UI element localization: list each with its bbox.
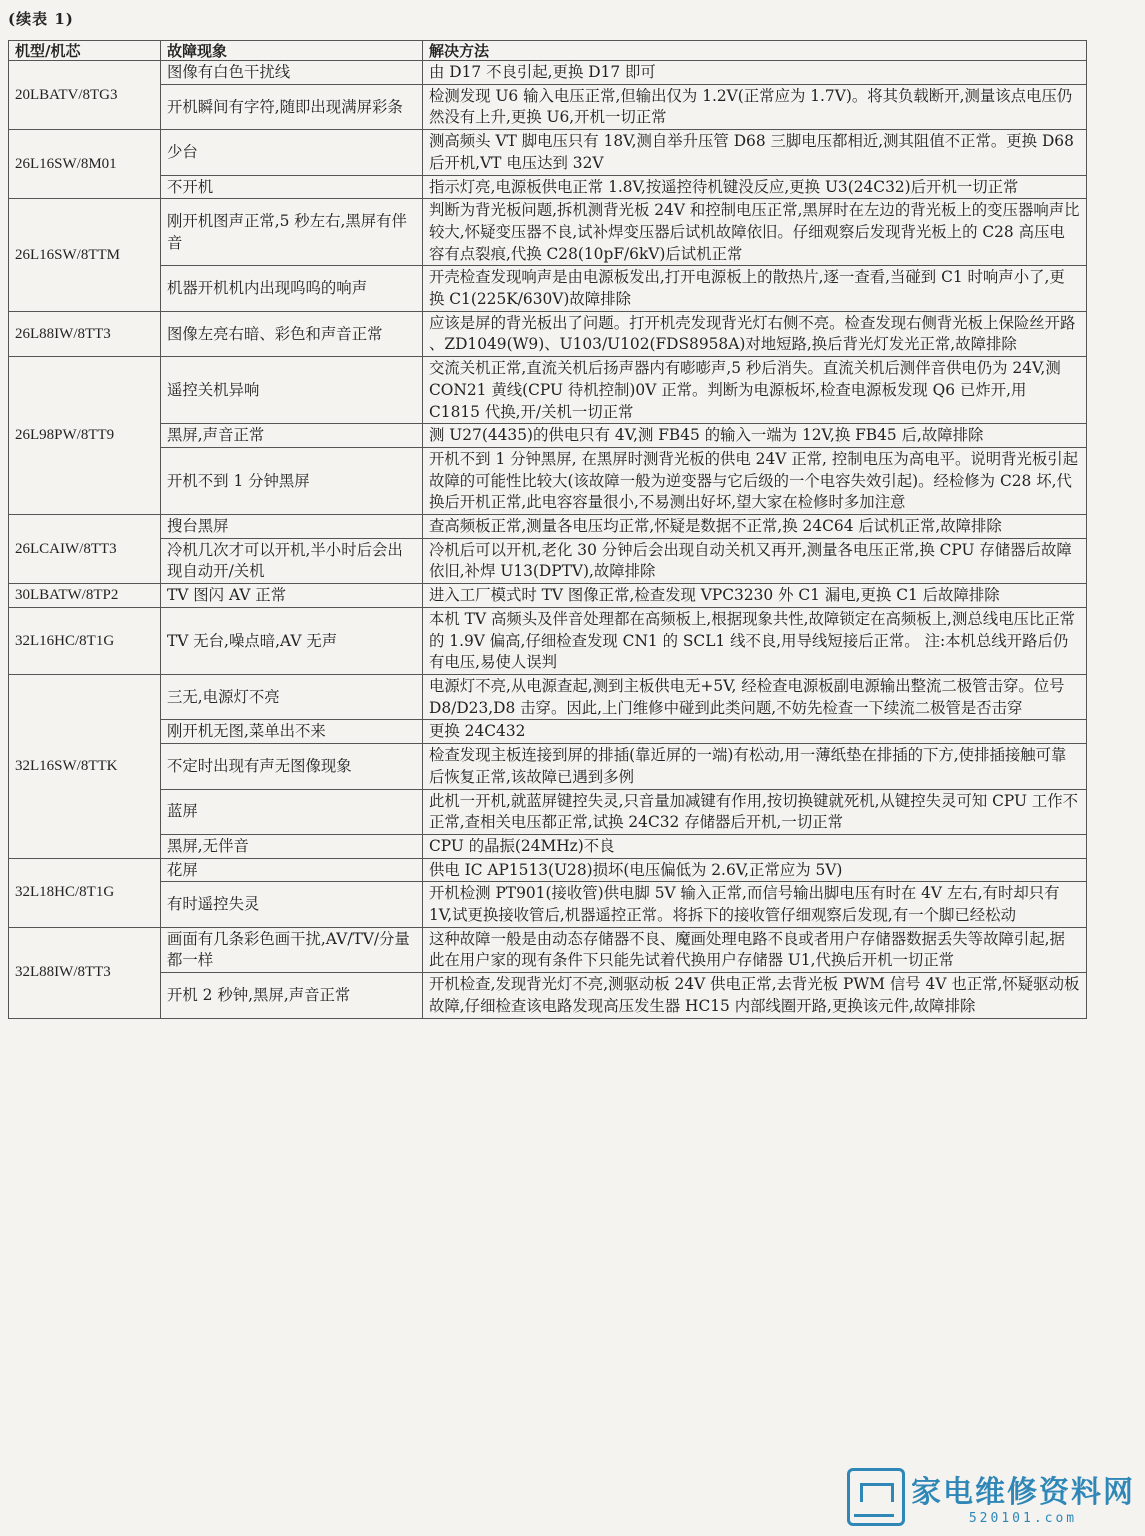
table-row [9,538,1087,583]
solution-cell: 测 U27(4435)的供电只有 4V,测 FB45 的输入一端为 12V,换 FB45 后,故障排除 [423,424,1087,448]
symptom-cell: TV 图闪 AV 正常 [161,584,423,608]
model-cell: 30LBATW/8TP2 [9,584,161,608]
table-row [9,834,1087,858]
symptom-cell: 不定时出现有声无图像现象 [161,744,423,789]
symptom-cell: 搜台黑屏 [161,515,423,539]
symptom-cell: 刚开机图声正常,5 秒左右,黑屏有伴音 [161,199,423,266]
table-row [9,973,1087,1018]
table-body [9,61,1087,1019]
model-cell: 26L98PW/8TT9 [9,357,161,515]
table-row [9,858,1087,882]
solution-cell: 测高频头 VT 脚电压只有 18V,测自举升压管 D68 三脚电压都相近,测其阻值不正常。更换 D68 后开机,VT 电压达到 32V [423,130,1087,175]
symptom-cell: 开机 2 秒钟,黑屏,声音正常 [161,973,423,1018]
solution-cell: 开机检查,发现背光灯不亮,测驱动板 24V 供电正常,去背光板 PWM 信号 4V 也正常,怀疑驱动板故障,仔细检查该电路发现高压发生器 HC15 内部线圈开路,更换该元件,故障排除 [423,973,1087,1018]
table-row [9,447,1087,514]
symptom-cell: 图像左亮右暗、彩色和声音正常 [161,311,423,356]
watermark-name: 家电维修资料网 [911,1475,1135,1510]
solution-cell: 本机 TV 高频头及伴音处理都在高频板上,根据现象共性,故障锁定在高频板上,测总线电压比正常的 1.9V 偏高,仔细检查发现 CN1 的 SCL1 线不良,用导线短接后正常。 注:本机总线开路后仍有电压,易使人误判 [423,607,1087,674]
solution-cell: CPU 的晶振(24MHz)不良 [423,834,1087,858]
table-row [9,882,1087,927]
model-cell: 32L88IW/8TT3 [9,927,161,1018]
table-header-row [9,41,1087,61]
symptom-cell: 三无,电源灯不亮 [161,674,423,719]
solution-cell: 此机一开机,就蓝屏键控失灵,只音量加减键有作用,按切换键就死机,从键控失灵可知 CPU 工作不正常,查相关电压都正常,试换 24C32 存储器后开机,一切正常 [423,789,1087,834]
model-cell: 26L16SW/8M01 [9,130,161,199]
solution-cell: 检测发现 U6 输入电压正常,但输出仅为 1.2V(正常应为 1.7V)。将其负载断开,测量该点电压仍然没有上升,更换 U6,开机一切正常 [423,84,1087,129]
symptom-cell: 机器开机机内出现呜呜的响声 [161,266,423,311]
table-row [9,424,1087,448]
solution-cell: 指示灯亮,电源板供电正常 1.8V,按遥控待机键没反应,更换 U3(24C32)后开机一切正常 [423,175,1087,199]
model-cell: 26LCAIW/8TT3 [9,515,161,584]
table-row [9,84,1087,129]
symptom-cell: 开机不到 1 分钟黑屏 [161,447,423,514]
table-row [9,357,1087,424]
site-watermark [847,1467,1135,1526]
fault-table [8,40,1087,1019]
solution-cell: 交流关机正常,直流关机后扬声器内有嘭嘭声,5 秒后消失。直流关机后测伴音供电仍为 24V,测 CON21 黄线(CPU 待机控制)0V 正常。判断为电源板坏,检查电源板发现 Q6 已炸开,用 C1815 代换,开/关机一切正常 [423,357,1087,424]
header-model: 机型/机芯 [9,41,161,61]
model-cell: 32L16HC/8T1G [9,607,161,674]
tv-logo-icon [847,1468,905,1526]
symptom-cell: 黑屏,无伴音 [161,834,423,858]
table-row [9,61,1087,85]
symptom-cell: 遥控关机异响 [161,357,423,424]
solution-cell: 判断为背光板问题,拆机测背光板 24V 和控制电压正常,黑屏时在左边的背光板上的变压器响声比较大,怀疑变压器不良,试补焊变压器后试机故障依旧。仔细观察后发现背光板上的 C28 高压电容有点裂痕,代换 C28(10pF/6kV)后试机正常 [423,199,1087,266]
model-cell: 20LBATV/8TG3 [9,61,161,130]
symptom-cell: 画面有几条彩色画干扰,AV/TV/分量都一样 [161,927,423,972]
solution-cell: 进入工厂模式时 TV 图像正常,检查发现 VPC3230 外 C1 漏电,更换 C1 后故障排除 [423,584,1087,608]
symptom-cell: 蓝屏 [161,789,423,834]
header-solution: 解决方法 [423,41,1087,61]
watermark-site: 520101.com [968,1511,1078,1526]
table-row [9,311,1087,356]
solution-cell: 冷机后可以开机,老化 30 分钟后会出现自动关机又再开,测量各电压正常,换 CPU 存储器后故障依旧,补焊 U13(DPTV),故障排除 [423,538,1087,583]
table-row [9,175,1087,199]
model-cell: 26L88IW/8TT3 [9,311,161,356]
symptom-cell: 开机瞬间有字符,随即出现满屏彩条 [161,84,423,129]
solution-cell: 开机不到 1 分钟黑屏, 在黑屏时测背光板的供电 24V 正常, 控制电压为高电平。说明背光板引起故障的可能性比较大(该故障一般为逆变器与它后级的一个电容失效引起)。经检修为 C28 坏,代换后开机正常,此电容容量很小,不易测出好坏,望大家在检修时多加注意 [423,447,1087,514]
table-row [9,674,1087,719]
table-row [9,927,1087,972]
solution-cell: 查高频板正常,测量各电压均正常,怀疑是数据不正常,换 24C64 后试机正常,故障排除 [423,515,1087,539]
symptom-cell: 花屏 [161,858,423,882]
table-row [9,130,1087,175]
solution-cell: 开机检测 PT901(接收管)供电脚 5V 输入正常,而信号输出脚电压有时在 4V 左右,有时却只有 1V,试更换接收管后,机器遥控正常。将拆下的接收管仔细观察后发现,有一个脚已经松动 [423,882,1087,927]
symptom-cell: 不开机 [161,175,423,199]
symptom-cell: 冷机几次才可以开机,半小时后会出现自动开/关机 [161,538,423,583]
solution-cell: 供电 IC AP1513(U28)损坏(电压偏低为 2.6V,正常应为 5V) [423,858,1087,882]
model-cell: 32L18HC/8T1G [9,858,161,927]
table-row [9,515,1087,539]
table-row [9,584,1087,608]
table-row [9,199,1087,266]
solution-cell: 更换 24C432 [423,720,1087,744]
table-row [9,607,1087,674]
model-cell: 32L16SW/8TTK [9,674,161,858]
table-caption: (续表 1) [8,10,74,28]
table-row [9,266,1087,311]
table-row [9,720,1087,744]
symptom-cell: 图像有白色干扰线 [161,61,423,85]
solution-cell: 应该是屏的背光板出了问题。打开机壳发现背光灯右侧不亮。检查发现右侧背光板上保险丝开路 、ZD1049(W9)、U103/U102(FDS8958A)对地短路,换后背光灯发光正常,故障排除 [423,311,1087,356]
solution-cell: 开壳检查发现响声是由电源板发出,打开电源板上的散热片,逐一查看,当碰到 C1 时响声小了,更换 C1(225K/630V)故障排除 [423,266,1087,311]
model-cell: 26L16SW/8TTM [9,199,161,312]
solution-cell: 检查发现主板连接到屏的排插(靠近屏的一端)有松动,用一薄纸垫在排插的下方,使排插接触可靠后恢复正常,该故障已遇到多例 [423,744,1087,789]
symptom-cell: 少台 [161,130,423,175]
table-row [9,789,1087,834]
symptom-cell: 刚开机无图,菜单出不来 [161,720,423,744]
header-symptom: 故障现象 [161,41,423,61]
solution-cell: 这种故障一般是由动态存储器不良、魔画处理电路不良或者用户存储器数据丢失等故障引起,据此在用户家的现有条件下只能先试着代换用户存储器 U1,代换后开机一切正常 [423,927,1087,972]
symptom-cell: TV 无台,噪点暗,AV 无声 [161,607,423,674]
symptom-cell: 有时遥控失灵 [161,882,423,927]
solution-cell: 由 D17 不良引起,更换 D17 即可 [423,61,1087,85]
symptom-cell: 黑屏,声音正常 [161,424,423,448]
table-row [9,744,1087,789]
solution-cell: 电源灯不亮,从电源查起,测到主板供电无+5V, 经检查电源板副电源输出整流二极管击穿。位号 D8/D23,D8 击穿。因此,上门维修中碰到此类问题,不妨先检查一下续流二极管是否击穿 [423,674,1087,719]
